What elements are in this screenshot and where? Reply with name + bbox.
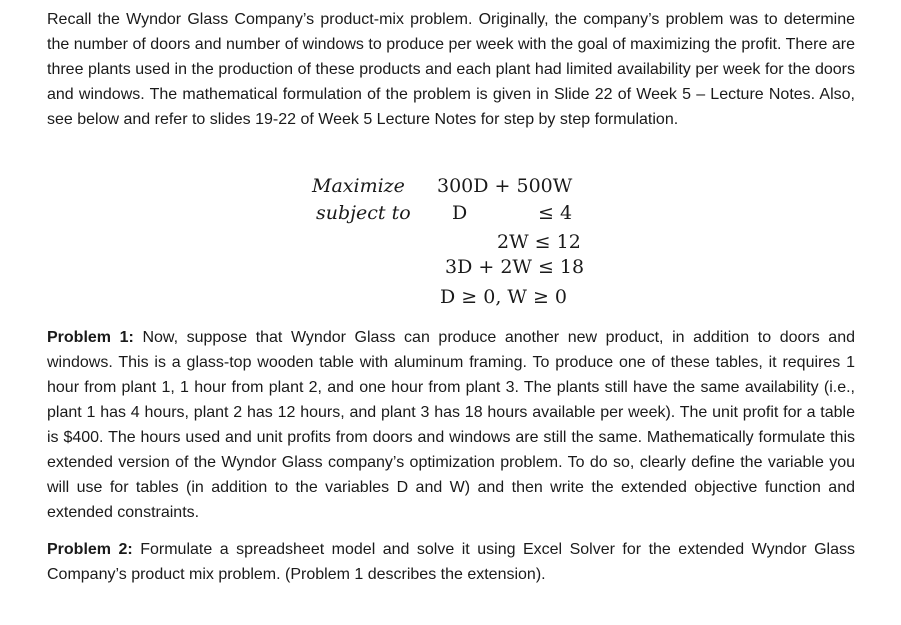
constraint-3: 3D + 2W ≤ 18: [445, 256, 585, 278]
constraint-2: 2W ≤ 12: [497, 231, 581, 253]
constraint-1-rhs: ≤ 4: [538, 202, 573, 224]
problem-1-text: Now, suppose that Wyndor Glass can produce another new product, in addition to doors and windows. This is a glass-top wooden table with aluminum framing. To produce one of these tables, it requires 1 hour from plant 1, 1 hour from plant 2, and one hour from plant 3. The plants still have the same availability (i.e., plant 1 has 4 hours, plant 2 has 12 hours, and plant 3 has 18 hours available per week). The unit profit for a table is $400. The hours used and unit profits from doors and windows are still the same. Mathematically formulate this extended version of the Wyndor Glass company’s optimization problem. To do so, clearly define the variable you will use for tables (in addition to the variables D and W) and then write the extended objective function and extended constraints.: [47, 329, 856, 521]
intro-paragraph: Recall the Wyndor Glass Company’s product-mix problem. Originally, the company’s problem was to determine the number of doors and number of windows to produce per week with the goal of maximizing the profit. There are three plants used in the production of these products and each plant had limited availability per week for the doors and windows. The mathematical formulation of the problem is given in Slide 22 of Week 5 – Lecture Notes. Also, see below and refer to slides 19-22 of Week 5 Lecture Notes for step by step formulation.: [47, 11, 855, 128]
problem-1-paragraph: [47, 325, 855, 525]
nonnegativity-constraint: D ≥ 0, W ≥ 0: [440, 286, 568, 308]
maximize-label: Maximize: [312, 175, 405, 197]
constraint-1-lhs: D: [452, 202, 468, 224]
problem-2-paragraph: [47, 537, 855, 587]
problem-1-label: Problem 1:: [47, 329, 134, 346]
subject-to-label: subject to: [316, 202, 411, 224]
objective-function: 300D + 500W: [437, 175, 573, 197]
problem-2-label: Problem 2:: [47, 541, 133, 558]
problem-2-text: Formulate a spreadsheet model and solve it using Excel Solver for the extended Wyndor Glass Company’s product mix problem. (Problem 1 describes the extension).: [47, 541, 855, 583]
